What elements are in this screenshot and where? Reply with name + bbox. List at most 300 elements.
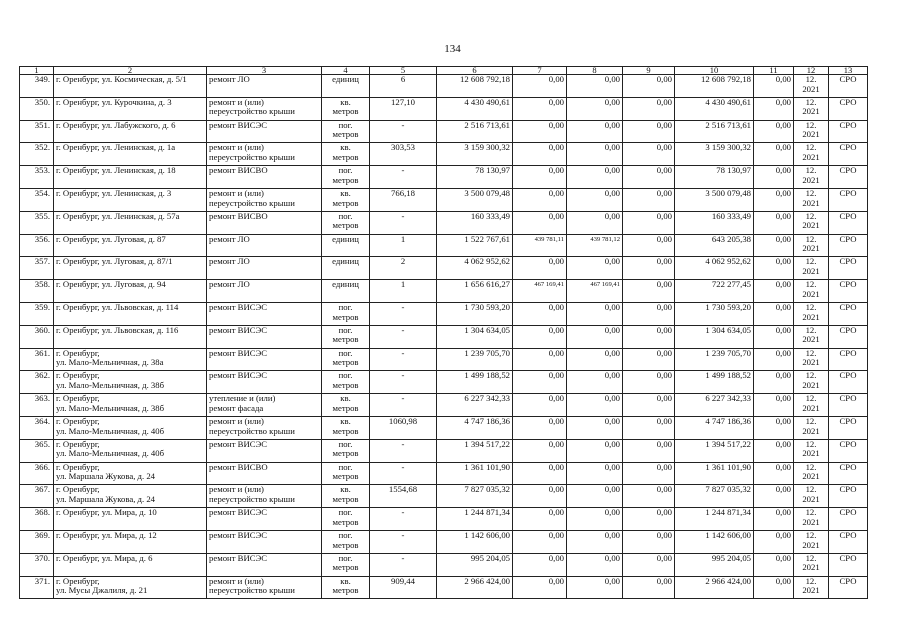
deadline-month: 12. (805, 348, 817, 358)
fund-cell-8: 0,00 (567, 416, 623, 439)
address-cell (54, 416, 207, 439)
row-number: 352. (20, 143, 54, 166)
address-line: ул. Мусы Джалиля, д. 21 (56, 585, 148, 596)
column-number: 8 (567, 67, 623, 75)
work-type-line: ремонт ЛО (209, 234, 250, 244)
deadline-cell (794, 166, 829, 189)
work-type-cell (207, 302, 322, 325)
deadline-cell (794, 553, 829, 576)
column-number: 11 (754, 67, 794, 75)
fund-cell-10: 2 516 713,61 (675, 120, 754, 143)
table-row (20, 75, 868, 98)
address-line: г. Оренбург, ул. Лабужского, д. 6 (56, 120, 176, 130)
total-cost-cell: 1 499 188,52 (437, 371, 513, 394)
deadline-month: 12. (805, 279, 817, 290)
fund-cell-10: 1 361 101,90 (675, 462, 754, 485)
table-row (20, 416, 868, 439)
deadline-year: 2021 (802, 106, 820, 117)
funding-source-cell: СРО (829, 211, 868, 234)
deadline-month: 12. (805, 234, 817, 244)
deadline-month: 12. (805, 393, 817, 404)
deadline-month: 12. (805, 120, 817, 130)
fund-cell-9: 0,00 (623, 576, 675, 599)
total-cost-cell: 4 430 490,61 (437, 97, 513, 120)
address-line: г. Оренбург, (56, 439, 100, 449)
fund-cell-9: 0,00 (623, 508, 675, 531)
total-cost-cell: 160 333,49 (437, 211, 513, 234)
row-number: 366. (20, 462, 54, 485)
unit-cell (322, 394, 370, 417)
table-row (20, 325, 868, 348)
quantity-cell: - (370, 553, 437, 576)
fund-cell-7: 467 169,41 (513, 280, 567, 303)
row-number: 371. (20, 576, 54, 599)
unit-line: метров (332, 151, 359, 162)
funding-source-cell: СРО (829, 75, 868, 98)
unit-line: метров (332, 129, 359, 140)
deadline-year: 2021 (802, 516, 820, 527)
work-type-line: ремонт фасада (209, 402, 264, 413)
table-row (20, 166, 868, 189)
address-line: г. Оренбург, (56, 416, 100, 426)
fund-cell-11: 0,00 (754, 234, 794, 257)
total-cost-cell: 4 062 952,62 (437, 257, 513, 280)
work-type-cell (207, 75, 322, 98)
row-number: 359. (20, 302, 54, 325)
deadline-cell (794, 576, 829, 599)
deadline-month: 12. (805, 74, 817, 84)
unit-line: метров (332, 174, 359, 185)
unit-cell (322, 234, 370, 257)
column-number: 4 (322, 67, 370, 75)
unit-line: пог. (338, 325, 353, 335)
total-cost-cell: 2 966 424,00 (437, 576, 513, 599)
fund-cell-7: 0,00 (513, 485, 567, 508)
fund-cell-8: 0,00 (567, 143, 623, 166)
deadline-year: 2021 (802, 288, 820, 299)
work-type-cell (207, 211, 322, 234)
quantity-cell: 2 (370, 257, 437, 280)
deadline-month: 12. (805, 256, 817, 267)
fund-cell-8: 0,00 (567, 530, 623, 553)
unit-cell (322, 97, 370, 120)
table-row (20, 394, 868, 417)
deadline-cell (794, 234, 829, 257)
deadline-year: 2021 (802, 402, 820, 413)
deadline-year: 2021 (802, 151, 820, 162)
address-cell (54, 485, 207, 508)
fund-cell-9: 0,00 (623, 553, 675, 576)
fund-cell-11: 0,00 (754, 576, 794, 599)
unit-cell (322, 120, 370, 143)
address-cell (54, 325, 207, 348)
deadline-year: 2021 (802, 493, 820, 504)
fund-cell-11: 0,00 (754, 97, 794, 120)
column-number: 10 (675, 67, 754, 75)
total-cost-cell: 1 394 517,22 (437, 439, 513, 462)
work-type-line: ремонт ВИСВО (209, 165, 268, 176)
quantity-cell: 6 (370, 75, 437, 98)
address-cell (54, 439, 207, 462)
unit-line: пог. (338, 211, 353, 221)
quantity-cell: - (370, 371, 437, 394)
fund-cell-10: 1 730 593,20 (675, 302, 754, 325)
unit-line: метров (332, 106, 359, 117)
funding-source-cell: СРО (829, 325, 868, 348)
row-number: 357. (20, 257, 54, 280)
deadline-cell (794, 485, 829, 508)
address-line: ул. Маршала Жукова, д. 24 (56, 471, 156, 482)
fund-cell-8: 439 781,12 (567, 234, 623, 257)
fund-cell-8: 0,00 (567, 371, 623, 394)
unit-line: метров (332, 220, 359, 231)
page-number: 134 (444, 43, 461, 55)
quantity-cell: - (370, 508, 437, 531)
fund-cell-8: 0,00 (567, 348, 623, 371)
quantity-cell: - (370, 211, 437, 234)
address-line: г. Оренбург, ул. Курочкина, д. 3 (56, 97, 172, 107)
unit-line: пог. (338, 348, 353, 358)
unit-line: единиц (332, 74, 359, 84)
row-number: 349. (20, 75, 54, 98)
table-row (20, 508, 868, 531)
fund-cell-8: 0,00 (567, 211, 623, 234)
table-row (20, 143, 868, 166)
address-cell (54, 120, 207, 143)
work-type-line: ремонт ВИСЭС (209, 553, 268, 563)
address-line: г. Оренбург, ул. Ленинская, д. 18 (56, 165, 176, 176)
fund-cell-10: 722 277,45 (675, 280, 754, 303)
deadline-year: 2021 (802, 197, 820, 208)
work-type-cell (207, 439, 322, 462)
fund-cell-9: 0,00 (623, 188, 675, 211)
fund-cell-9: 0,00 (623, 485, 675, 508)
unit-line: пог. (338, 370, 353, 381)
fund-cell-7: 0,00 (513, 530, 567, 553)
table-row (20, 302, 868, 325)
deadline-year: 2021 (802, 562, 820, 573)
work-type-cell (207, 576, 322, 599)
row-number: 370. (20, 553, 54, 576)
address-line: ул. Мало-Мельничная, д. 40б (56, 425, 165, 436)
fund-cell-10: 7 827 035,32 (675, 485, 754, 508)
funding-source-cell: СРО (829, 576, 868, 599)
deadline-cell (794, 439, 829, 462)
unit-line: единиц (332, 279, 359, 290)
work-type-line: ремонт и (или) (209, 97, 264, 107)
fund-cell-7: 0,00 (513, 211, 567, 234)
fund-cell-8: 0,00 (567, 439, 623, 462)
unit-line: пог. (338, 553, 353, 563)
address-line: ул. Мало-Мельничная, д. 38б (56, 379, 165, 390)
unit-cell (322, 416, 370, 439)
fund-cell-9: 0,00 (623, 280, 675, 303)
total-cost-cell: 3 500 079,48 (437, 188, 513, 211)
fund-cell-7: 0,00 (513, 325, 567, 348)
address-cell (54, 302, 207, 325)
row-number: 351. (20, 120, 54, 143)
fund-cell-8: 0,00 (567, 302, 623, 325)
address-cell (54, 143, 207, 166)
quantity-cell: 909,44 (370, 576, 437, 599)
work-type-line: ремонт и (или) (209, 576, 264, 586)
work-type-line: переустройство крыши (209, 197, 295, 208)
address-line: ул. Маршала Жукова, д. 24 (56, 493, 156, 504)
total-cost-cell: 1 522 767,61 (437, 234, 513, 257)
fund-cell-8: 467 169,41 (567, 280, 623, 303)
fund-cell-8: 0,00 (567, 485, 623, 508)
fund-cell-11: 0,00 (754, 485, 794, 508)
work-type-cell (207, 394, 322, 417)
work-type-line: утепление и (или) (209, 393, 276, 404)
unit-line: пог. (338, 462, 353, 472)
work-type-line: ремонт ВИСЭС (209, 348, 268, 358)
table-row (20, 257, 868, 280)
column-number: 7 (513, 67, 567, 75)
work-type-cell (207, 530, 322, 553)
unit-line: кв. (340, 393, 351, 404)
address-line: г. Оренбург, (56, 462, 100, 472)
work-type-cell (207, 166, 322, 189)
table-row (20, 211, 868, 234)
deadline-month: 12. (805, 165, 817, 176)
fund-cell-8: 0,00 (567, 120, 623, 143)
fund-cell-9: 0,00 (623, 234, 675, 257)
deadline-month: 12. (805, 416, 817, 426)
fund-cell-11: 0,00 (754, 371, 794, 394)
deadline-year: 2021 (802, 83, 820, 94)
funding-source-cell: СРО (829, 257, 868, 280)
address-line: г. Оренбург, ул. Луговая, д. 87/1 (56, 256, 173, 267)
row-number: 368. (20, 508, 54, 531)
fund-cell-7: 0,00 (513, 394, 567, 417)
address-line: г. Оренбург, ул. Львовская, д. 116 (56, 325, 179, 335)
table-row (20, 234, 868, 257)
total-cost-cell: 78 130,97 (437, 166, 513, 189)
fund-cell-10: 1 244 871,34 (675, 508, 754, 531)
unit-line: метров (332, 379, 359, 390)
fund-cell-10: 78 130,97 (675, 166, 754, 189)
unit-line: метров (332, 585, 359, 596)
address-line: г. Оренбург, ул. Ленинская, д. 57а (56, 211, 180, 221)
unit-cell (322, 462, 370, 485)
quantity-cell: 766,18 (370, 188, 437, 211)
fund-cell-11: 0,00 (754, 257, 794, 280)
fund-cell-8: 0,00 (567, 257, 623, 280)
column-number: 12 (794, 67, 829, 75)
work-type-cell (207, 371, 322, 394)
fund-cell-10: 1 142 606,00 (675, 530, 754, 553)
funding-source-cell: СРО (829, 416, 868, 439)
row-number: 365. (20, 439, 54, 462)
funding-source-cell: СРО (829, 166, 868, 189)
unit-cell (322, 576, 370, 599)
unit-line: пог. (338, 165, 353, 176)
fund-cell-7: 0,00 (513, 97, 567, 120)
total-cost-cell: 1 244 871,34 (437, 508, 513, 531)
quantity-cell: - (370, 302, 437, 325)
unit-line: кв. (340, 416, 351, 426)
fund-cell-9: 0,00 (623, 75, 675, 98)
unit-cell (322, 439, 370, 462)
work-type-cell (207, 120, 322, 143)
column-number-row (20, 67, 868, 75)
unit-cell (322, 143, 370, 166)
work-type-line: ремонт ВИСЭС (209, 439, 268, 449)
table-row (20, 120, 868, 143)
deadline-year: 2021 (802, 379, 820, 390)
unit-cell (322, 530, 370, 553)
work-type-cell (207, 485, 322, 508)
deadline-year: 2021 (802, 129, 820, 140)
total-cost-cell: 12 608 792,18 (437, 75, 513, 98)
address-cell (54, 280, 207, 303)
total-cost-cell: 7 827 035,32 (437, 485, 513, 508)
deadline-month: 12. (805, 439, 817, 449)
total-cost-cell: 3 159 300,32 (437, 143, 513, 166)
work-type-line: ремонт ЛО (209, 256, 250, 267)
fund-cell-7: 0,00 (513, 416, 567, 439)
column-number: 1 (20, 67, 54, 75)
address-cell (54, 166, 207, 189)
fund-cell-11: 0,00 (754, 280, 794, 303)
deadline-cell (794, 120, 829, 143)
fund-cell-10: 4 062 952,62 (675, 257, 754, 280)
fund-cell-11: 0,00 (754, 508, 794, 531)
unit-line: кв. (340, 188, 351, 198)
quantity-cell: - (370, 166, 437, 189)
funding-source-cell: СРО (829, 530, 868, 553)
fund-cell-10: 6 227 342,33 (675, 394, 754, 417)
fund-cell-11: 0,00 (754, 188, 794, 211)
deadline-cell (794, 257, 829, 280)
deadline-month: 12. (805, 97, 817, 107)
address-cell (54, 576, 207, 599)
table-row (20, 576, 868, 599)
fund-cell-10: 160 333,49 (675, 211, 754, 234)
unit-line: метров (332, 425, 359, 436)
table-row (20, 439, 868, 462)
work-type-cell (207, 462, 322, 485)
unit-line: кв. (340, 484, 351, 495)
fund-cell-8: 0,00 (567, 394, 623, 417)
address-line: г. Оренбург, (56, 370, 100, 381)
work-type-cell (207, 508, 322, 531)
deadline-year: 2021 (802, 448, 820, 459)
quantity-cell: 303,53 (370, 143, 437, 166)
address-cell (54, 97, 207, 120)
address-cell (54, 257, 207, 280)
work-type-cell (207, 348, 322, 371)
deadline-month: 12. (805, 325, 817, 335)
row-number: 360. (20, 325, 54, 348)
work-type-cell (207, 188, 322, 211)
table-row (20, 530, 868, 553)
unit-line: кв. (340, 142, 351, 153)
total-cost-cell: 2 516 713,61 (437, 120, 513, 143)
address-line: г. Оренбург, (56, 393, 100, 404)
address-cell (54, 211, 207, 234)
work-type-line: ремонт ВИСЭС (209, 507, 268, 518)
quantity-cell: 1060,98 (370, 416, 437, 439)
deadline-cell (794, 143, 829, 166)
work-type-cell (207, 280, 322, 303)
deadline-cell (794, 75, 829, 98)
fund-cell-8: 0,00 (567, 462, 623, 485)
fund-cell-11: 0,00 (754, 75, 794, 98)
unit-line: метров (332, 311, 359, 322)
fund-cell-7: 0,00 (513, 439, 567, 462)
address-cell (54, 234, 207, 257)
quantity-cell: - (370, 325, 437, 348)
column-number: 3 (207, 67, 322, 75)
work-type-line: переустройство крыши (209, 585, 295, 596)
fund-cell-9: 0,00 (623, 302, 675, 325)
funding-source-cell: СРО (829, 508, 868, 531)
funding-source-cell: СРО (829, 553, 868, 576)
unit-line: пог. (338, 302, 353, 312)
fund-cell-7: 0,00 (513, 371, 567, 394)
unit-line: метров (332, 539, 359, 550)
unit-line: кв. (340, 97, 351, 107)
deadline-year: 2021 (802, 265, 820, 276)
deadline-month: 12. (805, 302, 817, 312)
fund-cell-9: 0,00 (623, 166, 675, 189)
fund-cell-7: 439 781,11 (513, 234, 567, 257)
fund-cell-8: 0,00 (567, 508, 623, 531)
fund-cell-8: 0,00 (567, 97, 623, 120)
fund-cell-10: 643 205,38 (675, 234, 754, 257)
fund-cell-9: 0,00 (623, 211, 675, 234)
work-type-cell (207, 257, 322, 280)
address-line: г. Оренбург, ул. Ленинская, д. 1а (56, 142, 176, 153)
deadline-year: 2021 (802, 425, 820, 436)
row-number: 358. (20, 280, 54, 303)
fund-cell-7: 0,00 (513, 348, 567, 371)
funding-source-cell: СРО (829, 97, 868, 120)
fund-cell-10: 4 747 186,36 (675, 416, 754, 439)
fund-cell-7: 0,00 (513, 576, 567, 599)
fund-cell-11: 0,00 (754, 530, 794, 553)
column-number: 13 (829, 67, 868, 75)
work-type-line: ремонт и (или) (209, 188, 264, 198)
table-row (20, 188, 868, 211)
work-type-line: ремонт ВИСЭС (209, 325, 268, 335)
unit-cell (322, 257, 370, 280)
address-line: г. Оренбург, ул. Мира, д. 10 (56, 507, 157, 518)
fund-cell-7: 0,00 (513, 508, 567, 531)
quantity-cell: - (370, 530, 437, 553)
fund-cell-7: 0,00 (513, 188, 567, 211)
fund-cell-9: 0,00 (623, 143, 675, 166)
unit-line: метров (332, 357, 359, 368)
deadline-cell (794, 416, 829, 439)
total-cost-cell: 4 747 186,36 (437, 416, 513, 439)
table-row (20, 462, 868, 485)
deadline-year: 2021 (802, 539, 820, 550)
fund-cell-11: 0,00 (754, 143, 794, 166)
address-cell (54, 462, 207, 485)
fund-cell-7: 0,00 (513, 302, 567, 325)
unit-line: пог. (338, 530, 353, 540)
quantity-cell: - (370, 120, 437, 143)
total-cost-cell: 1 142 606,00 (437, 530, 513, 553)
address-line: г. Оренбург, ул. Мира, д. 12 (56, 530, 157, 540)
fund-cell-10: 4 430 490,61 (675, 97, 754, 120)
table-row (20, 280, 868, 303)
deadline-cell (794, 508, 829, 531)
fund-cell-8: 0,00 (567, 553, 623, 576)
